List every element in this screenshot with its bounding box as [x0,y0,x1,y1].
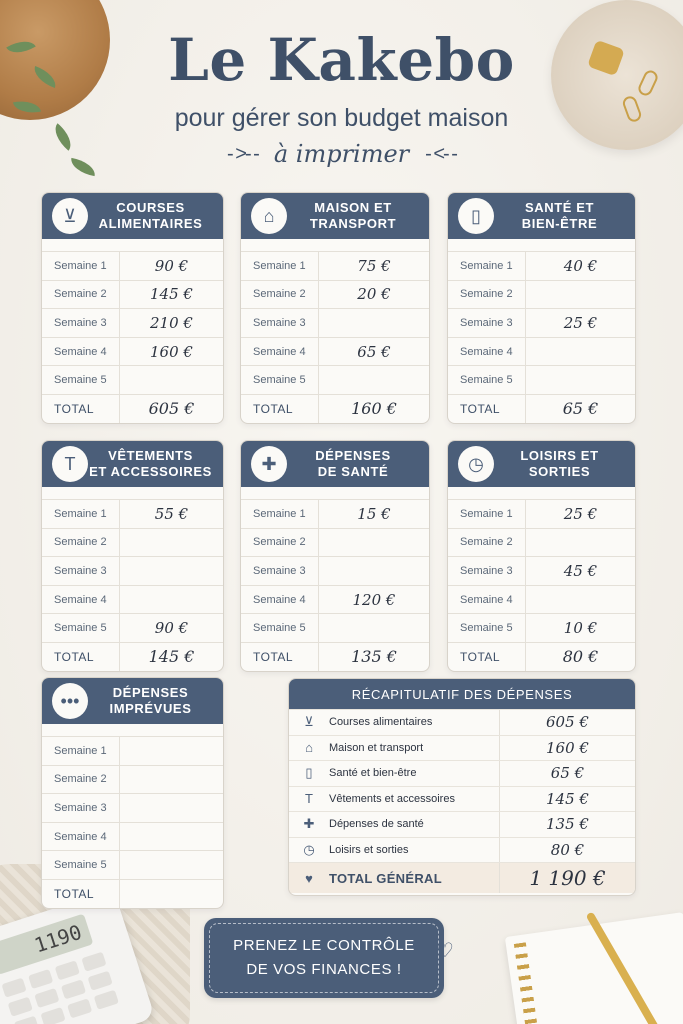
medical-cross-icon: ✚ [251,446,287,482]
card-header [42,441,223,487]
clock-icon: ◷ [458,446,494,482]
total-amount: 80 € [562,647,599,667]
summary-panel [288,678,636,896]
card-title: MAISON ET TRANSPORT [309,200,397,231]
budget-card [240,440,430,672]
week-amount: 15 € [357,504,391,523]
week-row [241,337,429,366]
summary-category: Dépenses de santé [329,818,424,831]
budget-card [240,192,430,424]
week-row [241,556,429,585]
card-header [448,193,635,239]
week-amount: 145 € [150,285,193,304]
budget-card [41,192,224,424]
week-label: Semaine 2 [241,281,319,309]
week-label: Semaine 1 [241,252,319,280]
week-label: Semaine 1 [241,500,319,528]
total-row [448,394,635,423]
week-label: Semaine 5 [241,366,319,394]
week-label: Semaine 3 [448,309,526,337]
dash-decoration-left: - >- - [227,142,258,165]
summary-title: RÉCAPITULATIF DES DÉPENSES [289,679,635,709]
calculator-display: 1190 [0,914,93,975]
week-row [448,528,635,557]
week-label: Semaine 3 [42,557,120,585]
week-label: Semaine 4 [42,823,120,851]
house-icon: ⌂ [251,198,287,234]
week-label: Semaine 1 [42,252,120,280]
week-amount: 10 € [563,619,598,638]
week-row [42,613,223,642]
summary-row [289,760,635,786]
week-row [241,251,429,280]
week-row [42,822,223,851]
card-spacer [241,487,429,499]
week-row [42,280,223,309]
card-spacer [42,487,223,499]
total-row [241,394,429,423]
summary-row [289,837,635,863]
week-label: Semaine 4 [42,338,120,366]
week-row [42,365,223,394]
summary-grand-total [289,862,635,893]
week-row [42,793,223,822]
week-label: Semaine 3 [241,557,319,585]
total-label: TOTAL [448,395,526,423]
card-spacer [448,487,635,499]
budget-card [41,440,224,672]
week-row [448,499,635,528]
total-row [42,394,223,423]
cart-icon: ⊻ [304,714,314,730]
week-label: Semaine 2 [448,529,526,557]
week-label: Semaine 5 [42,366,120,394]
budget-card [447,440,636,672]
week-label: Semaine 4 [241,586,319,614]
week-label: Semaine 3 [42,794,120,822]
tagline: à imprimer [273,140,410,168]
card-title: DÉPENSES IMPRÉVUES [109,685,192,716]
week-label: Semaine 4 [448,586,526,614]
week-row [448,613,635,642]
card-title: VÊTEMENTS ET ACCESSOIRES [89,448,212,479]
total-row [42,879,223,908]
week-row [42,765,223,794]
total-amount: 160 € [351,399,397,419]
total-label: TOTAL [448,643,526,671]
page-subtitle: pour gérer son budget maison [174,104,509,132]
week-label: Semaine 3 [42,309,120,337]
house-icon: ⌂ [305,740,313,756]
week-row [448,280,635,309]
cta-line-2: DE VOS FINANCES ! [246,961,402,978]
summary-category: Loisirs et sorties [329,843,409,856]
week-row [448,251,635,280]
total-label: TOTAL [42,395,120,423]
week-row [448,556,635,585]
total-label: TOTAL [42,643,120,671]
week-amount: 65 € [357,342,391,361]
total-row [241,642,429,671]
medical-cross-icon: ✚ [303,816,315,832]
card-header [42,193,223,239]
summary-category: Santé et bien-être [329,767,417,780]
ellipsis-icon: ••• [52,683,88,719]
week-row [448,337,635,366]
summary-amount: 605 € [499,710,635,735]
total-row [42,642,223,671]
week-row [42,308,223,337]
card-spacer [42,724,223,736]
budget-card [41,677,224,909]
week-amount: 120 € [352,590,396,609]
total-label: TOTAL [241,395,319,423]
week-amount: 25 € [563,504,598,523]
week-label: Semaine 2 [42,281,120,309]
summary-amount: 65 € [499,761,635,786]
dash-decoration-right: - <- - [425,142,456,165]
week-label: Semaine 5 [241,614,319,642]
week-label: Semaine 2 [42,529,120,557]
week-label: Semaine 1 [448,252,526,280]
card-header [241,441,429,487]
week-label: Semaine 2 [42,766,120,794]
card-header [448,441,635,487]
week-row [42,528,223,557]
week-label: Semaine 2 [241,529,319,557]
week-row [42,337,223,366]
total-label: TOTAL [42,880,120,908]
total-row [448,642,635,671]
summary-amount: 145 € [499,787,635,812]
heart-icon: ♥ [305,870,313,886]
bottle-icon: ▯ [458,198,494,234]
week-label: Semaine 3 [448,557,526,585]
card-header [241,193,429,239]
week-amount: 55 € [154,504,189,523]
card-spacer [241,239,429,251]
tshirt-icon: T [305,791,313,807]
week-amount: 20 € [357,285,391,304]
summary-amount: 135 € [499,812,635,837]
summary-row [289,709,635,735]
week-row [241,613,429,642]
week-label: Semaine 4 [241,338,319,366]
week-row [448,365,635,394]
card-spacer [42,239,223,251]
week-amount: 40 € [563,256,598,275]
cart-icon: ⊻ [52,198,88,234]
card-title: COURSES ALIMENTAIRES [98,200,203,231]
tagline-row [0,140,683,168]
week-row [241,528,429,557]
summary-row [289,811,635,837]
card-title: LOISIRS ET SORTIES [520,448,599,479]
notebook-rings [514,942,541,1024]
week-label: Semaine 5 [448,614,526,642]
week-row [241,585,429,614]
week-amount: 75 € [357,256,391,275]
week-amount: 160 € [150,342,193,361]
summary-category: Vêtements et accessoires [329,792,455,805]
total-amount: 135 € [351,647,397,667]
week-row [241,308,429,337]
week-label: Semaine 5 [42,614,120,642]
summary-category: Maison et transport [329,741,424,754]
week-row [448,308,635,337]
week-amount: 25 € [563,313,598,332]
grand-total-amount: 1 190 € [499,863,635,893]
card-spacer [448,239,635,251]
week-amount: 90 € [154,256,189,275]
summary-rows [289,709,635,862]
tshirt-icon: T [52,446,88,482]
week-label: Semaine 3 [241,309,319,337]
summary-amount: 160 € [499,736,635,761]
summary-category: Courses alimentaires [329,716,433,729]
week-label: Semaine 5 [448,366,526,394]
week-row [42,499,223,528]
week-row [42,736,223,765]
week-amount: 90 € [154,619,189,638]
week-row [42,556,223,585]
week-amount: 210 € [150,313,193,332]
total-amount: 65 € [562,399,599,419]
week-row [241,365,429,394]
week-row [448,585,635,614]
clock-icon: ◷ [303,841,315,857]
total-amount: 605 € [148,399,195,419]
week-label: Semaine 5 [42,851,120,879]
summary-amount: 80 € [499,838,635,863]
page-title: Le Kakebo [168,26,515,94]
week-label: Semaine 1 [42,500,120,528]
total-label: TOTAL [241,643,319,671]
heart-outline-icon: ♡ [436,940,454,962]
week-label: Semaine 4 [42,586,120,614]
week-label: Semaine 4 [448,338,526,366]
card-header [42,678,223,724]
card-title: SANTÉ ET BIEN-ÊTRE [521,200,598,231]
week-label: Semaine 2 [448,281,526,309]
week-row [241,280,429,309]
cta-line-1: PRENEZ LE CONTRÔLE [233,937,415,954]
week-row [42,585,223,614]
week-label: Semaine 1 [42,737,120,765]
grand-total-label: TOTAL GÉNÉRAL [329,870,442,886]
total-amount: 145 € [148,647,195,667]
card-title: DÉPENSES DE SANTÉ [315,448,391,479]
budget-card [447,192,636,424]
week-row [42,850,223,879]
week-row [241,499,429,528]
bottle-icon: ▯ [305,765,313,781]
week-label: Semaine 1 [448,500,526,528]
week-row [42,251,223,280]
cta-banner [204,918,444,998]
summary-row [289,786,635,812]
summary-row [289,735,635,761]
week-amount: 45 € [563,561,598,580]
